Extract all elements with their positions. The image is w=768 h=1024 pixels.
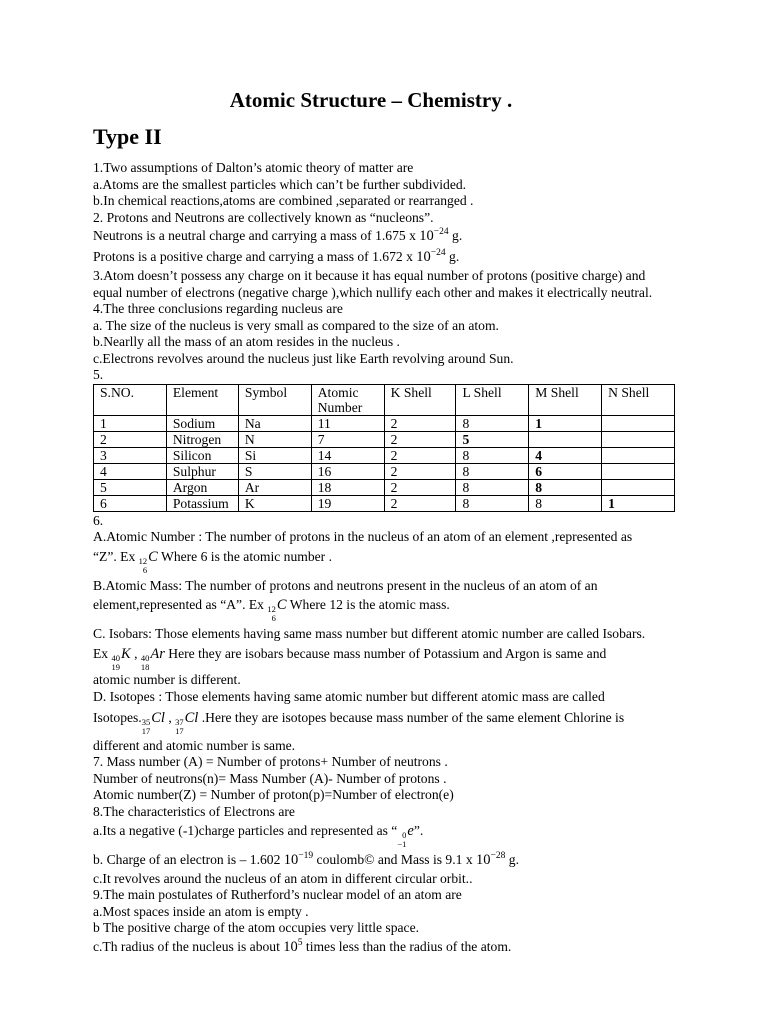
- header-sno: S.NO.: [94, 384, 167, 415]
- q5-label: 5.: [93, 367, 104, 382]
- table-cell: 4: [94, 463, 167, 479]
- mass-number: 0: [402, 830, 407, 840]
- table-cell: [602, 431, 675, 447]
- table-cell: 2: [384, 463, 456, 479]
- q2-line-2-text: Neutrons is a neutral charge and carrying a mass of 1.675 x: [93, 228, 420, 243]
- q6-a-text-end: Where 6 is the atomic number .: [157, 548, 332, 564]
- table-cell: Sodium: [166, 415, 238, 431]
- table-cell: 8: [529, 495, 602, 511]
- table-cell: [602, 463, 675, 479]
- table-row: [94, 479, 675, 495]
- table-row: [94, 431, 675, 447]
- table-cell: 5: [456, 431, 529, 447]
- q8-answer-b: [93, 852, 678, 871]
- element-symbol: Cl: [184, 709, 199, 726]
- table-cell: 6: [94, 495, 167, 511]
- q6-b-text: element,represented as “A”. Ex: [93, 597, 268, 612]
- table-cell: S: [238, 463, 311, 479]
- q8-a-text-end: ”.: [413, 823, 424, 838]
- power-exponent: −19: [298, 851, 314, 861]
- table-cell: N: [238, 431, 311, 447]
- atomic-number: 18: [140, 661, 150, 672]
- table-row: [94, 463, 675, 479]
- q6-c-line-3: atomic number is different.: [93, 671, 241, 687]
- table-cell: 2: [384, 431, 456, 447]
- q9-answer-c: [93, 939, 678, 958]
- q7-line-3: Atomic number(Z) = Number of proton(p)=Number of electron(e): [93, 787, 454, 802]
- q9-question: 9.The main postulates of Rutherford’s nuclear model of an atom are: [93, 887, 462, 902]
- q6-b-text-end: Where 12 is the atomic mass.: [286, 597, 450, 612]
- q6-b-line-1: B.Atomic Mass: The number of protons and neutrons present in the nucleus of an atom of an: [93, 577, 598, 593]
- q8-a-text: a.Its a negative (-1)charge particles and represented as “: [93, 823, 398, 838]
- power-base: 10: [283, 852, 299, 868]
- table-cell: 2: [384, 479, 456, 495]
- table-cell: 3: [94, 447, 167, 463]
- table-cell: 5: [94, 479, 167, 495]
- q9-answer-b: b The positive charge of the atom occupies very little space.: [93, 920, 420, 935]
- power-base: 10: [416, 248, 431, 265]
- table-cell: 2: [384, 447, 456, 463]
- table-row: [94, 447, 675, 463]
- unit-text: g.: [445, 248, 460, 264]
- table-cell: Si: [238, 447, 311, 463]
- q9-answer-a: a.Most spaces inside an atom is empty .: [93, 903, 309, 919]
- atomic-number: −1: [397, 839, 407, 849]
- table-cell: Na: [238, 415, 311, 431]
- table-row: [94, 415, 675, 431]
- q6-c-text: Ex: [93, 645, 112, 661]
- q6-c-text-end: Here they are isobars because mass number of Potassium and Argon is same and: [164, 645, 607, 661]
- table-cell: 2: [384, 495, 456, 511]
- nuclide-notation: [139, 557, 148, 575]
- atomic-number: 19: [111, 661, 120, 672]
- header-atomic-number: Atomic Number: [311, 384, 384, 415]
- q6-a-line-2: [93, 549, 678, 575]
- atomic-number: 6: [142, 564, 148, 575]
- q6-c-line-2: [93, 646, 678, 672]
- header-element: Element: [166, 384, 238, 415]
- unit-text: g.: [505, 852, 519, 867]
- table-cell: 2: [384, 415, 456, 431]
- nuclide-notation: [397, 831, 406, 849]
- q2-line-3: [93, 249, 678, 268]
- q8-b-text-mid: coulomb© and Mass is 9.1 x: [313, 852, 477, 867]
- q2-line-1: 2. Protons and Neutrons are collectively known as “nucleons”.: [93, 209, 434, 225]
- table-cell: 8: [456, 479, 529, 495]
- power-exponent: −28: [490, 851, 506, 861]
- q4-answer-a: a. The size of the nucleus is very small as compared to the size of an atom.: [93, 317, 499, 333]
- table-cell: Potassium: [166, 495, 238, 511]
- nuclide-notation: [142, 718, 151, 736]
- table-cell: 8: [456, 447, 529, 463]
- q1-answer-a: a.Atoms are the smallest particles which can’t be further subdivided.: [93, 176, 467, 192]
- q4-answer-c: c.Electrons revolves around the nucleus just like Earth revolving around Sun.: [93, 350, 514, 366]
- element-symbol: Ar: [150, 645, 165, 662]
- q9-c-text-end: times less than the radius of the atom.: [302, 938, 512, 954]
- atomic-number: 6: [271, 613, 276, 623]
- table-cell: K: [238, 495, 311, 511]
- document-title: Atomic Structure – Chemistry .: [229, 88, 513, 112]
- table-cell: 6: [529, 463, 602, 479]
- q6-c-line-1: C. Isobars: Those elements having same mass number but different atomic number are called Isobars.: [93, 626, 646, 641]
- q8-b-text: b. Charge of an electron is – 1.602: [93, 852, 284, 867]
- table-cell: [602, 415, 675, 431]
- type-heading: Type II: [93, 124, 162, 149]
- table-cell: [602, 447, 675, 463]
- table-cell: Ar: [238, 479, 311, 495]
- q8-answer-a: [93, 823, 678, 849]
- q6-d-line-3: different and atomic number is same.: [93, 737, 296, 753]
- table-cell: Silicon: [166, 447, 238, 463]
- q6-d-line-1: D. Isotopes : Those elements having same atomic number but different atomic mass are called: [93, 689, 605, 704]
- q1-question: 1.Two assumptions of Dalton’s atomic theory of matter are: [93, 160, 414, 175]
- power-exponent: −24: [430, 247, 446, 258]
- q2-line-3-text: Protons is a positive charge and carrying a mass of 1.672 x: [93, 248, 417, 264]
- mass-number: 40: [111, 652, 120, 663]
- element-symbol: C: [276, 597, 287, 613]
- unit-text: g.: [448, 228, 463, 243]
- electron-shell-table: [93, 384, 675, 512]
- separator: ,: [130, 645, 141, 661]
- power-exponent: −24: [433, 227, 449, 237]
- q9-c-text: c.Th radius of the nucleus is about: [93, 938, 284, 954]
- element-symbol: e: [407, 823, 414, 839]
- header-m-shell: M Shell: [529, 384, 602, 415]
- q6-label: 6.: [93, 512, 104, 528]
- table-cell: 16: [311, 463, 384, 479]
- table-cell: Argon: [166, 479, 238, 495]
- power-base: 10: [419, 228, 434, 244]
- q2-line-2: [93, 228, 678, 247]
- q6-b-line-2: [93, 597, 678, 623]
- power-base: 10: [476, 852, 491, 868]
- element-symbol: C: [148, 548, 158, 565]
- q4-question: 4.The three conclusions regarding nucleus are: [93, 301, 343, 316]
- q3-paragraph: 3.Atom doesn’t possess any charge on it because it has equal number of protons (positive charge) and equal number of electrons (negative charge ),which nullify each other and makes it electrically neutral.: [93, 268, 653, 300]
- mass-number: 12: [267, 604, 276, 614]
- nuclide-notation: [112, 654, 121, 672]
- table-cell: 8: [529, 479, 602, 495]
- table-cell: 2: [94, 431, 167, 447]
- q6-d-text: Isotopes.: [93, 709, 142, 725]
- mass-number: 37: [175, 716, 184, 727]
- table-cell: [602, 479, 675, 495]
- table-cell: 7: [311, 431, 384, 447]
- nuclide-notation: [141, 654, 150, 672]
- q8-answer-c: c.It revolves around the nucleus of an atom in different circular orbit..: [93, 870, 473, 886]
- q6-d-line-2: [93, 710, 678, 736]
- atomic-number: 17: [175, 725, 184, 736]
- q6-a-line-1: A.Atomic Number : The number of protons in the nucleus of an atom of an element ,represented as: [93, 529, 633, 544]
- table-cell: 8: [456, 463, 529, 479]
- q6-a-text: “Z”. Ex: [93, 548, 139, 564]
- q6-d-text-end: .Here they are isotopes because mass number of the same element Chlorine is: [198, 709, 625, 725]
- power-exponent: 5: [297, 937, 303, 948]
- mass-number: 12: [138, 555, 148, 566]
- element-symbol: Cl: [151, 709, 165, 726]
- table-cell: 1: [602, 495, 675, 511]
- nuclide-notation: [175, 718, 184, 736]
- header-l-shell: L Shell: [456, 384, 529, 415]
- nuclide-notation: [267, 605, 276, 623]
- power-base: 10: [283, 938, 298, 955]
- element-symbol: K: [121, 645, 131, 662]
- table-cell: 1: [94, 415, 167, 431]
- table-cell: 11: [311, 415, 384, 431]
- separator: ,: [164, 709, 176, 725]
- document-body: [93, 160, 678, 957]
- table-cell: Nitrogen: [166, 431, 238, 447]
- table-cell: 8: [456, 495, 529, 511]
- table-cell: Sulphur: [166, 463, 238, 479]
- q7-line-2: Number of neutrons(n)= Mass Number (A)- Number of protons .: [93, 770, 447, 786]
- q7-line-1: 7. Mass number (A) = Number of protons+ Number of neutrons .: [93, 754, 448, 769]
- table-cell: 18: [311, 479, 384, 495]
- mass-number: 35: [141, 716, 151, 727]
- table-header-row: [94, 384, 675, 415]
- q8-question: 8.The characteristics of Electrons are: [93, 803, 295, 819]
- header-k-shell: K Shell: [384, 384, 456, 415]
- table-cell: 4: [529, 447, 602, 463]
- table-cell: 14: [311, 447, 384, 463]
- table-cell: 8: [456, 415, 529, 431]
- table-row: [94, 495, 675, 511]
- mass-number: 40: [140, 652, 150, 663]
- header-symbol: Symbol: [238, 384, 311, 415]
- q1-answer-b: b.In chemical reactions,atoms are combined ,separated or rearranged .: [93, 193, 474, 208]
- atomic-number: 17: [141, 725, 151, 736]
- q4-answer-b: b.Nearlly all the mass of an atom resides in the nucleus .: [93, 334, 400, 349]
- header-n-shell: N Shell: [602, 384, 675, 415]
- table-cell: 19: [311, 495, 384, 511]
- table-cell: 1: [529, 415, 602, 431]
- table-cell: [529, 431, 602, 447]
